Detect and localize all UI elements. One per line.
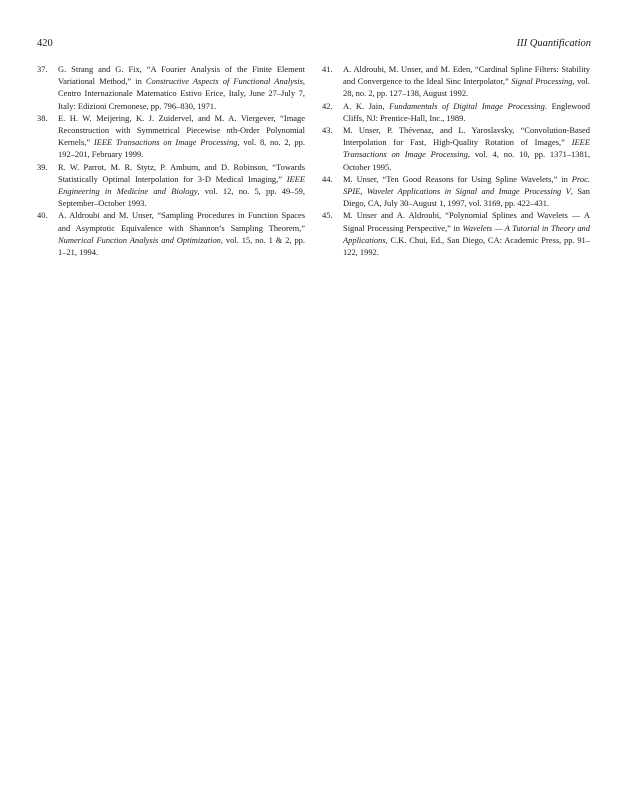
reference-text: M. Unser, “Ten Good Reasons for Using Spline Wavelets,” in [343,173,572,184]
reference-text: . Englewood Cliffs, NJ: Prentice-Hall, Inc., 1989. [343,100,591,123]
reference-source-title: Fundamentals of Digital Image Processing [389,100,545,111]
reference-text: , vol. 28, no. 2, pp. 127–138, August 1992. [343,76,590,99]
reference-source-title: IEEE Transactions on Image Processing [343,137,590,160]
page-number: 420 [37,38,53,49]
reference-source-title: Numerical Function Analysis and Optimization [58,234,221,245]
references-column-left [37,63,305,258]
reference-text: M. Unser and A. Aldroubi, “Polynomial Splines and Wavelets — A Signal Processing Perspective,” in [343,210,590,233]
reference-source-title: Proc. SPIE, Wavelet Applications in Signal and Image Processing V [343,173,590,197]
reference-entry [322,209,590,258]
reference-number: 43. [322,125,333,136]
reference-number: 44. [322,173,333,184]
reference-number: 41. [322,64,333,74]
reference-text: A. Aldroubi, M. Unser, and M. Eden, “Cardinal Spline Filters: Stability and Convergence to the Ideal Sinc Interpolator,” [343,64,590,87]
running-head: III Quantification [516,38,591,49]
references-section [37,63,590,258]
reference-entry [37,161,305,210]
reference-number: 37. [37,64,48,74]
reference-text: A. Aldroubi and M. Unser, “Sampling Procedures in Function Spaces and Asymptotic Equivalence with Shannon’s Sampling Theorem,” [58,210,305,233]
reference-entry [37,112,305,161]
reference-source-title: Constructive Aspects of Functional Analysis [145,76,303,87]
reference-number: 42. [322,100,333,111]
reference-text: G. Strang and G. Fix, “A Fourier Analysis of the Finite Element Variational Method,” in [58,64,305,87]
reference-entry [322,173,590,210]
reference-text: , San Diego, CA, July 30–August 1, 1997, vol. 3169, pp. 422–431. [343,186,591,209]
reference-source-title: Signal Processing [511,76,573,87]
reference-text: A. K. Jain, [343,100,390,111]
reference-text: , vol. 12, no. 5, pp. 49–59, September–October 1993. [58,186,305,209]
reference-text: , C.K. Chui, Ed., San Diego, CA: Academic Press, pp. 91–122, 1992. [343,234,590,258]
reference-text: , Centro Internazionale Matematico Estivo Erice, Italy, June 27–July 7, Italy: Edizioni Cremonese, pp. 796–830, 1971. [58,76,305,111]
reference-source-title: IEEE Transactions on Image Processing [93,137,238,148]
reference-text: , vol. 8, no. 2, pp. 192–201, February 1999. [58,137,305,160]
reference-entry [322,63,590,100]
reference-text: th-Order Polynomial Kernels,” [58,125,305,148]
reference-number: 40. [37,210,48,221]
reference-entry [322,100,590,124]
reference-text: , vol. 15, no. 1 & 2, pp. 1–21, 1994. [58,234,305,258]
reference-entry [37,209,305,258]
references-column-right [322,63,590,258]
reference-number: 39. [37,161,48,172]
reference-entry [322,124,590,173]
reference-text: R. W. Parrot, M. R. Stytz, P. Amburn, and D. Robinson, “Towards Statistically Optimal Interpolation for 3-D Medical Imaging,” [58,161,305,184]
reference-source-title: IEEE Engineering in Medicine and Biology [58,173,305,197]
reference-text: , vol. 4, no. 10, pp. 1371–1381, October 1995. [343,149,590,172]
reference-source-title: n [226,125,231,136]
reference-text: M. Unser, P. Thévenaz, and L. Yaroslavsky, “Convolution-Based Interpolation for Fast, High-Quality Rotation of Images,” [343,125,590,148]
reference-number: 38. [37,112,48,123]
reference-entry [37,63,305,112]
reference-number: 45. [322,210,333,221]
reference-source-title: Wavelets — A Tutorial in Theory and Applications [343,222,590,245]
reference-text: E. H. W. Meijering, K. J. Zuidervel, and M. A. Viergever, “Image Reconstruction with Symmetrical Piecewise [58,112,305,136]
